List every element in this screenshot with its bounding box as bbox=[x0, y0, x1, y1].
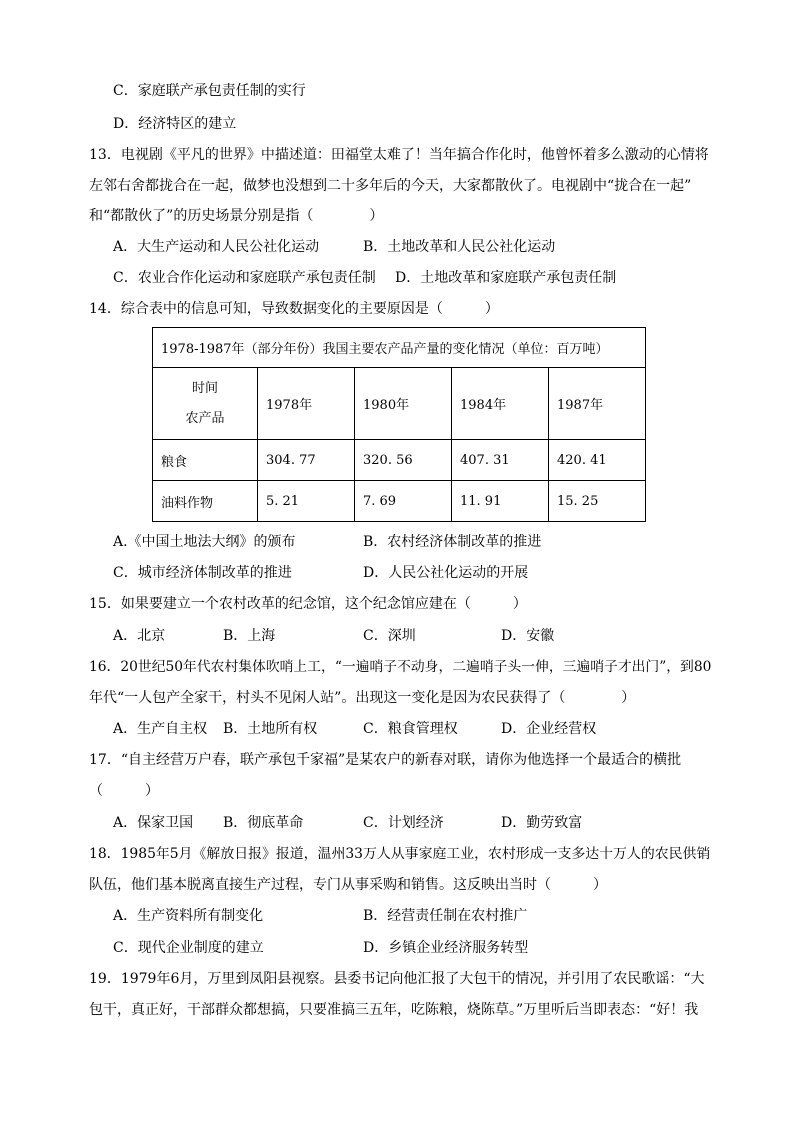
table-row bbox=[153, 481, 646, 522]
question-13-option-d: D．土地改革和家庭联产承包责任制 bbox=[395, 270, 617, 286]
question-13-stem-line3: 和“都散伙了”的历史场景分别是指（ ） bbox=[89, 208, 384, 224]
table-header-year: 1978年 bbox=[258, 368, 355, 440]
header-time-label: 时间 bbox=[191, 380, 218, 396]
question-17-stem-line2: （ ） bbox=[89, 783, 159, 799]
table-cell: 420. 41 bbox=[549, 440, 646, 481]
question-17-option-b: B．彻底革命 bbox=[223, 815, 304, 831]
question-18-option-d: D．乡镇企业经济服务转型 bbox=[363, 940, 529, 956]
question-13-option-b: B．土地改革和人民公社化运动 bbox=[363, 239, 556, 255]
question-18-option-a: A．生产资料所有制变化 bbox=[113, 908, 264, 924]
table-header-year: 1987年 bbox=[549, 368, 646, 440]
question-17-stem-line1: 17．“自主经营万户春，联产承包千家福”是某农户的新春对联，请你为他选择一个最适合的横批 bbox=[89, 752, 682, 768]
question-18-stem-line1: 18．1985年5月《解放日报》报道，温州33万人从事家庭工业，农村形成一支多达十万人的农民供销 bbox=[89, 846, 711, 862]
table-cell: 320. 56 bbox=[355, 440, 452, 481]
question-16-option-b: B．土地所有权 bbox=[223, 721, 318, 737]
question-15-stem: 15．如果要建立一个农村改革的纪念馆，这个纪念馆应建在（ ） bbox=[89, 596, 527, 612]
production-table bbox=[152, 327, 646, 522]
option-c: C．家庭联产承包责任制的实行 bbox=[113, 83, 306, 99]
question-13-option-c: C．农业合作化运动和家庭联产承包责任制 bbox=[113, 270, 376, 286]
question-13-stem-line2: 左邻右舍都拢合在一起，做梦也没想到二十多年后的今天，大家都散伙了。电视剧中“拢合在一起” bbox=[89, 178, 692, 194]
question-18-option-c: C．现代企业制度的建立 bbox=[113, 940, 264, 956]
table-cell: 5. 21 bbox=[258, 481, 355, 522]
question-16-option-c: C．粮食管理权 bbox=[363, 721, 458, 737]
question-16-stem-line2: 年代“一人包产全家干，村头不见闲人站”。出现这一变化是因为农民获得了（ ） bbox=[89, 690, 636, 706]
question-15-option-c: C．深圳 bbox=[363, 628, 416, 644]
question-17-option-c: C．计划经济 bbox=[363, 815, 444, 831]
question-13-option-a: A．大生产运动和人民公社化运动 bbox=[113, 239, 320, 255]
header-product-label: 农产品 bbox=[185, 410, 225, 426]
question-14-option-a: A.《中国土地法大纲》的颁布 bbox=[113, 534, 296, 550]
question-14-stem: 14．综合表中的信息可知，导致数据变化的主要原因是（ ） bbox=[89, 301, 499, 317]
question-16-option-a: A．生产自主权 bbox=[113, 721, 208, 737]
table-cell: 7. 69 bbox=[355, 481, 452, 522]
question-17-option-a: A．保家卫国 bbox=[113, 815, 194, 831]
question-13-stem-line1: 13．电视剧《平凡的世界》中描述道：田福堂太难了！当年搞合作化时，他曾怀着多么激动的心情将 bbox=[89, 147, 709, 163]
question-18-stem-line2: 队伍，他们基本脱离直接生产过程，专门从事采购和销售。这反映出当时（ ） bbox=[89, 877, 607, 893]
table-row bbox=[153, 440, 646, 481]
question-14-option-d: D．人民公社化运动的开展 bbox=[363, 565, 529, 581]
table-corner-header bbox=[153, 368, 258, 440]
table-header-year: 1980年 bbox=[355, 368, 452, 440]
question-19-stem-line1: 19．1979年6月，万里到凤阳县视察。县委书记向他汇报了大包干的情况，并引用了农民歌谣：“大 bbox=[89, 971, 705, 987]
row-label: 油料作物 bbox=[153, 481, 258, 522]
question-15-option-d: D．安徽 bbox=[501, 628, 555, 644]
table-header-year: 1984年 bbox=[452, 368, 549, 440]
row-label: 粮食 bbox=[153, 440, 258, 481]
option-d: D．经济特区的建立 bbox=[113, 116, 237, 132]
question-19-stem-line2: 包干，真正好，干部群众都想搞，只要准搞三五年，吃陈粮，烧陈草。”万里听后当即表态：“好！我 bbox=[89, 1002, 699, 1018]
table-cell: 407. 31 bbox=[452, 440, 549, 481]
question-16-stem-line1: 16．20世纪50年代农村集体吹哨上工，“一遍哨子不动身，二遍哨子头一伸，三遍哨子才出门”，到80 bbox=[89, 659, 712, 675]
table-cell: 15. 25 bbox=[549, 481, 646, 522]
table-caption: 1978-1987年（部分年份）我国主要农产品产量的变化情况（单位：百万吨） bbox=[153, 328, 646, 368]
question-15-option-b: B．上海 bbox=[223, 628, 276, 644]
question-14-option-b: B．农村经济体制改革的推进 bbox=[363, 534, 542, 550]
question-15-option-a: A．北京 bbox=[113, 628, 166, 644]
table-cell: 11. 91 bbox=[452, 481, 549, 522]
question-18-option-b: B．经营责任制在农村推广 bbox=[363, 908, 528, 924]
question-16-option-d: D．企业经营权 bbox=[501, 721, 597, 737]
question-17-option-d: D．勤劳致富 bbox=[501, 815, 583, 831]
table-cell: 304. 77 bbox=[258, 440, 355, 481]
question-14-option-c: C．城市经济体制改革的推进 bbox=[113, 565, 292, 581]
